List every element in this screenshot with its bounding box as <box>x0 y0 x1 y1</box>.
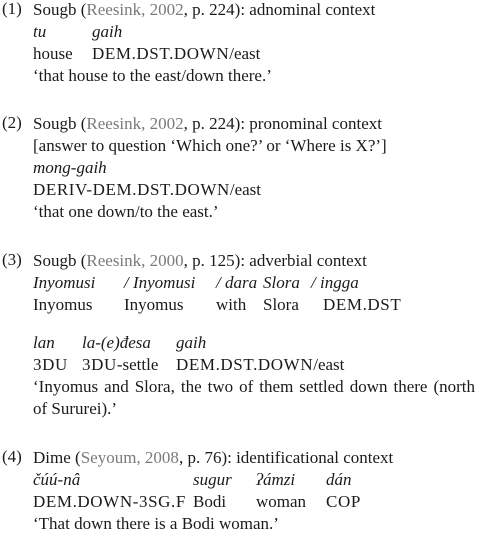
gloss-word: lan <box>33 333 55 352</box>
citation-link[interactable]: Reesink, 2000 <box>86 251 184 270</box>
language-name: Sougb <box>33 251 77 270</box>
gloss-translation: Inyomus <box>33 295 93 314</box>
gloss-word: tu <box>33 22 47 41</box>
example-number: (1) <box>2 0 22 18</box>
gloss-translation: Slora <box>263 295 299 314</box>
gloss-word: / Inyomusi <box>124 273 196 292</box>
gloss-translation: DEM.DST.DOWN/east <box>92 44 261 63</box>
citation-link[interactable]: Reesink, 2002 <box>86 0 184 19</box>
example-header: Sougb (Reesink, 2000, p. 125): adverbial context <box>33 251 367 270</box>
free-translation: ‘That down there is a Bodi woman.’ <box>33 514 279 533</box>
language-name: Dime <box>33 448 71 467</box>
gloss-translation: DEM.DST.DOWN/east <box>176 355 345 374</box>
example-header: Sougb (Reesink, 2002, p. 224): adnominal context <box>33 0 376 19</box>
citation-link[interactable]: Seyoum, 2008 <box>80 448 179 467</box>
language-name: Sougb <box>33 0 77 19</box>
example-number: (4) <box>2 447 22 466</box>
gloss-word: la-(e)đesa <box>82 333 151 352</box>
context-note: [answer to question ‘Which one?’ or ‘Where is X?’] <box>33 136 387 155</box>
gloss-word: Inyomusi <box>33 273 96 292</box>
gloss-translation: Inyomus <box>124 295 184 314</box>
header-rest: , p. 224): pronominal context <box>183 114 382 133</box>
citation-link[interactable]: Reesink, 2002 <box>86 114 184 133</box>
gloss-word: gaih <box>176 333 207 352</box>
gloss-word: dán <box>326 470 352 489</box>
free-translation: ‘Inyomus and Slora, the two of them settled down there (north of Sururei).’ <box>33 377 475 418</box>
gloss-word: čúú-nâ <box>33 470 81 489</box>
gloss-translation: DERIV-DEM.DST.DOWN/east <box>33 180 262 199</box>
free-translation: ‘that one down/to the east.’ <box>33 202 219 221</box>
gloss-translation: house <box>33 44 73 63</box>
gloss-translation: DEM.DOWN-3SG.F <box>33 492 186 511</box>
gloss-translation: 3DU <box>33 355 68 374</box>
gloss-translation: COP <box>326 492 361 511</box>
gloss-word: / ingga <box>311 273 359 292</box>
example-header: Sougb (Reesink, 2002, p. 224): pronominal context <box>33 114 382 133</box>
free-translation: ‘that house to the east/down there.’ <box>33 66 272 85</box>
gloss-translation: woman <box>256 492 307 511</box>
gloss-word: ʔámzi <box>256 470 296 489</box>
example-header: Dime (Seyoum, 2008, p. 76): identificational context <box>33 448 394 467</box>
example-number: (2) <box>2 113 22 132</box>
gloss-word: / dara <box>216 273 258 292</box>
gloss-word: mong-gaih <box>33 158 107 177</box>
header-rest: , p. 125): adverbial context <box>183 251 367 270</box>
language-name: Sougb <box>33 114 77 133</box>
gloss-word: gaih <box>92 22 123 41</box>
gloss-translation: Bodi <box>193 492 227 511</box>
gloss-word: sugur <box>193 470 232 489</box>
gloss-translation: DEM.DST <box>323 295 402 314</box>
gloss-translation: 3DU-settle <box>82 355 159 374</box>
gloss-translation: with <box>216 295 247 314</box>
header-rest: , p. 224): adnominal context <box>183 0 376 19</box>
example-number: (3) <box>2 250 22 269</box>
gloss-word: Slora <box>263 273 300 292</box>
header-rest: , p. 76): identificational context <box>178 448 394 467</box>
